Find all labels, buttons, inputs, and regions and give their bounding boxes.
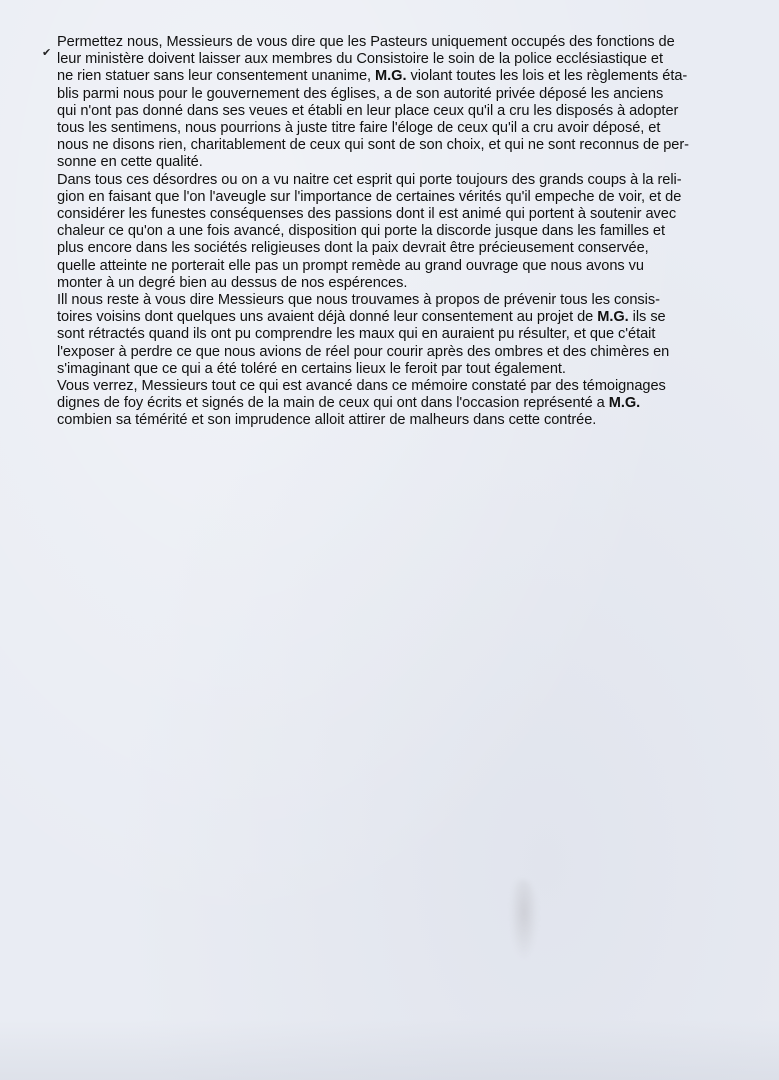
text-line xyxy=(57,344,725,361)
paper-shadow xyxy=(0,1020,779,1080)
bold-name-abbrev: M.G. xyxy=(375,68,407,85)
text-segment: Vous verrez, Messieurs tout ce qui est avancé dans ce mémoire constaté par des témoignages xyxy=(57,378,666,395)
text-line xyxy=(57,51,725,68)
text-line xyxy=(57,103,725,120)
check-mark-icon: ✔ xyxy=(42,46,52,59)
text-segment: monter à un degré bien au dessus de nos espérences. xyxy=(57,274,408,291)
text-line xyxy=(57,275,725,292)
text-line xyxy=(57,206,725,223)
document-body xyxy=(57,34,725,430)
text-segment: s'imaginant que ce qui a été toléré en certains lieux le feroit par tout également. xyxy=(57,360,566,377)
bold-name-abbrev: M.G. xyxy=(597,309,629,326)
text-segment: tous les sentimens, nous pourrions à juste titre faire l'éloge de ceux qu'il a cru avoir déposé, et xyxy=(57,120,661,137)
text-line xyxy=(57,154,725,171)
text-line xyxy=(57,292,725,309)
text-segment: considérer les funestes conséquenses des passions dont il est animé qui portent à soutenir avec xyxy=(57,206,677,223)
text-segment: leur ministère doivent laisser aux membres du Consistoire le soin de la police ecclésiastique et xyxy=(57,51,664,68)
text-line xyxy=(57,68,725,85)
text-line xyxy=(57,120,725,137)
text-line xyxy=(57,395,725,412)
text-segment: gion en faisant que l'on l'aveugle sur l'importance de certaines vérités qu'il empeche de voir, et de xyxy=(57,188,682,205)
text-line xyxy=(57,34,725,51)
text-segment: Ill nous reste à vous dire Messieurs que nous trouvames à propos de prévenir tous les consis- xyxy=(57,292,660,309)
text-line xyxy=(57,309,725,326)
text-line xyxy=(57,326,725,343)
text-segment: Permettez nous, Messieurs de vous dire que les Pasteurs uniquement occupés des fonctions de xyxy=(57,34,675,50)
text-line xyxy=(57,361,725,378)
text-line xyxy=(57,378,725,395)
text-segment: sonne en cette qualité. xyxy=(57,154,203,171)
text-segment: quelle atteinte ne porterait elle pas un prompt remède au grand ouvrage que nous avons vu xyxy=(57,257,644,274)
text-line xyxy=(57,189,725,206)
text-line xyxy=(57,412,725,429)
text-line xyxy=(57,258,725,275)
text-line xyxy=(57,86,725,103)
text-segment: sont rétractés quand ils ont pu comprendre les maux qui en auraient pu résulter, et que c'était xyxy=(57,326,656,343)
text-segment: qui n'ont pas donné dans ses veues et établi en leur place ceux qu'il a cru les disposés à adopter xyxy=(57,102,679,119)
text-line xyxy=(57,223,725,240)
text-line xyxy=(57,172,725,189)
text-line xyxy=(57,240,725,257)
text-segment: blis parmi nous pour le gouvernement des églises, a de son autorité privée déposé les anciens xyxy=(57,85,664,102)
text-line xyxy=(57,137,725,154)
text-segment: nous ne disons rien, charitablement de ceux qui sont de son choix, et qui ne sont reconnus de per- xyxy=(57,137,689,154)
text-segment: combien sa témérité et son imprudence alloit attirer de malheurs dans cette contrée. xyxy=(57,412,597,429)
text-segment: ils se xyxy=(628,309,666,326)
paper-stain xyxy=(510,880,538,960)
text-segment: ne rien statuer sans leur consentement unanime, xyxy=(57,68,376,85)
text-segment: violant toutes les lois et les règlements éta- xyxy=(406,68,688,85)
text-segment: toires voisins dont quelques uns avaient déjà donné leur consentement au projet de xyxy=(57,309,598,326)
text-segment: plus encore dans les sociétés religieuses dont la paix devrait être précieusement conservée, xyxy=(57,240,649,257)
text-segment: l'exposer à perdre ce que nous avions de réel pour courir après des ombres et des chimères en xyxy=(57,343,670,360)
text-segment: dignes de foy écrits et signés de la main de ceux qui ont dans l'occasion représenté a xyxy=(57,395,609,412)
bold-name-abbrev: M.G. xyxy=(608,395,641,412)
text-segment: Dans tous ces désordres ou on a vu naitre cet esprit qui porte toujours des grands coups à la reli- xyxy=(57,171,682,188)
text-segment: chaleur ce qu'on a une fois avancé, disposition qui porte la discorde jusque dans les familles et xyxy=(57,223,666,240)
